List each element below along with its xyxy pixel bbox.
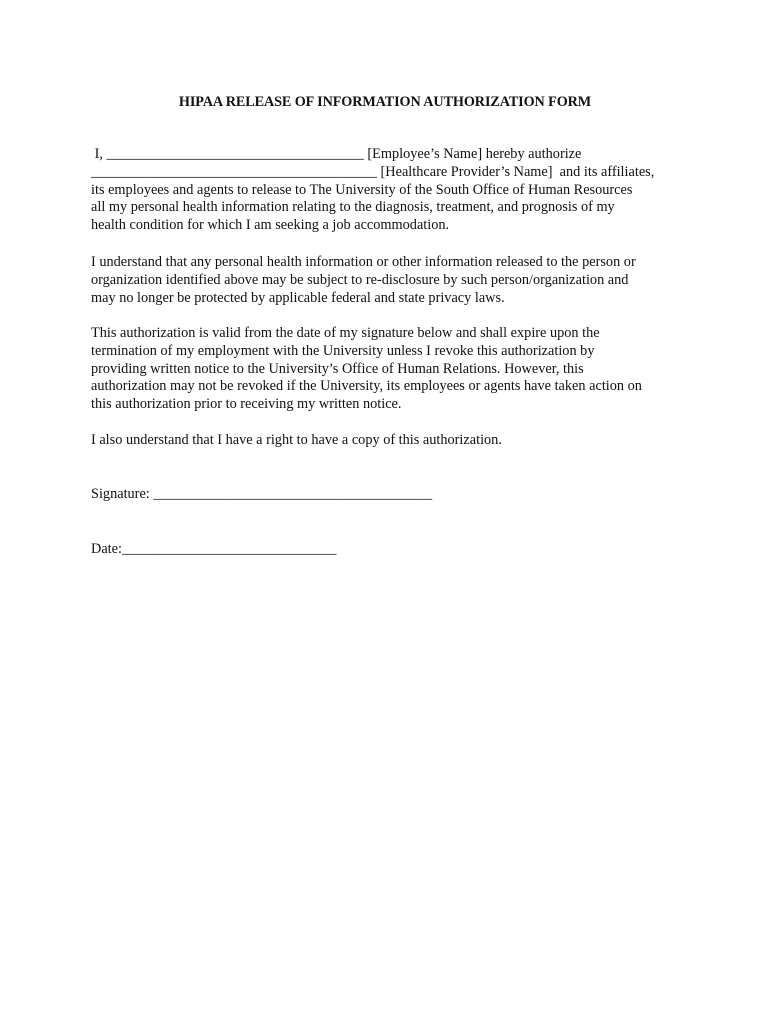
form-title: HIPAA RELEASE OF INFORMATION AUTHORIZATION FORM [178, 94, 592, 110]
authorization-paragraph [91, 146, 691, 235]
paragraph-line: I also understand that I have a right to have a copy of this authorization. [91, 432, 502, 448]
paragraph-line: I understand that any personal health information or other information released to the person or [91, 254, 636, 270]
paragraph-line: authorization may not be revoked if the University, its employees or agents have taken action on [91, 378, 642, 395]
paragraph-line: may no longer be protected by applicable federal and state privacy laws. [91, 289, 505, 306]
paragraph-line: health condition for which I am seeking a job accommodation. [91, 217, 450, 234]
paragraph-line: its employees and agents to release to The University of the South Office of Human Resources [91, 181, 633, 198]
copy-right-paragraph [91, 432, 691, 450]
signature-field[interactable]: Signature: _______________________________________ [91, 486, 433, 502]
validity-paragraph [91, 325, 691, 414]
paragraph-line: termination of my employment with the University unless I revoke this authorization by [91, 342, 595, 359]
paragraph-line: This authorization is valid from the date of my signature below and shall expire upon the [91, 325, 600, 341]
date-field[interactable]: Date:______________________________ [91, 541, 337, 557]
redisclosure-paragraph [91, 254, 691, 307]
employee-name-line: I, ____________________________________ [Employee’s Name] hereby authorize [91, 146, 582, 162]
paragraph-line: all my personal health information relating to the diagnosis, treatment, and prognosis of my [91, 199, 615, 216]
paragraph-line: providing written notice to the University’s Office of Human Relations. However, this [91, 360, 584, 377]
paragraph-line: organization identified above may be subject to re-disclosure by such person/organization and [91, 271, 629, 288]
healthcare-provider-line: ________________________________________ [Healthcare Provider’s Name] and its affiliates, [91, 163, 655, 180]
paragraph-line: this authorization prior to receiving my written notice. [91, 396, 402, 413]
